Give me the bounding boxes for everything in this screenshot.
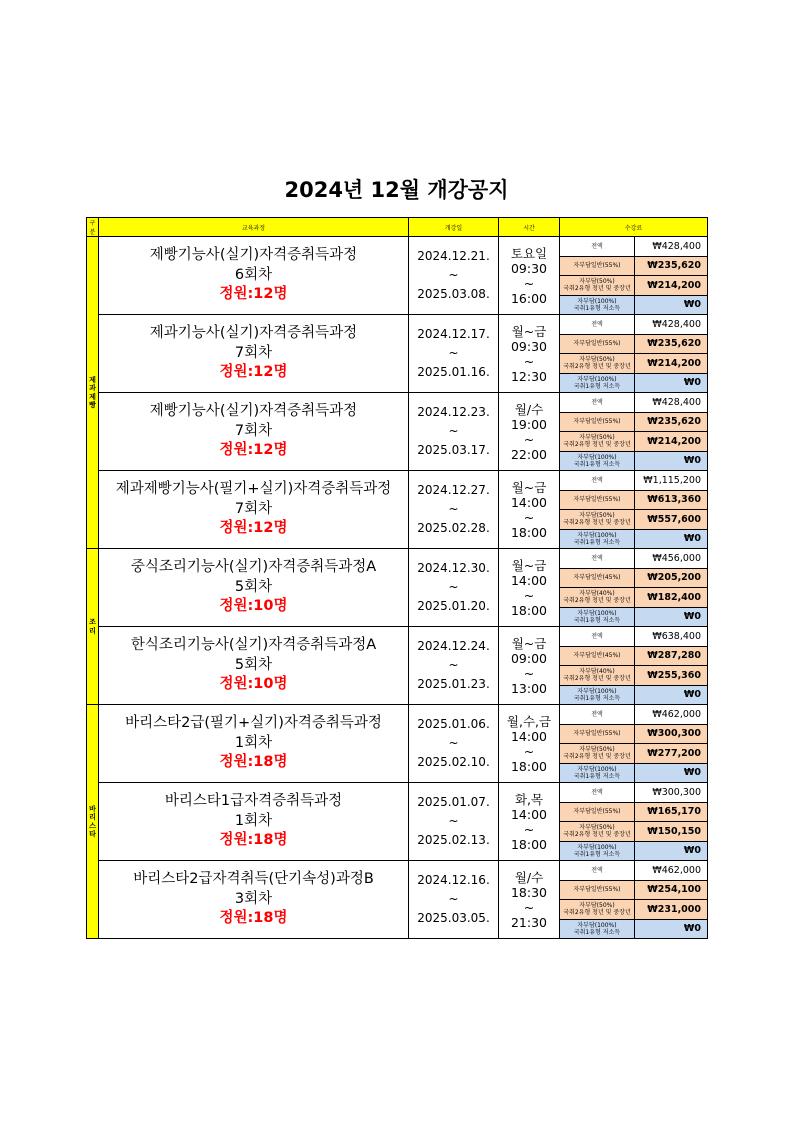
fee-label-text: 자부담일반(45%) (573, 652, 621, 660)
date-start: 2024.12.21. (417, 249, 490, 263)
course-row (87, 627, 708, 647)
fee-label (560, 705, 635, 725)
date-cell (409, 471, 499, 549)
date-start: 2024.12.30. (417, 561, 490, 575)
fee-label (560, 588, 635, 608)
header-fee: 수강료 (560, 218, 708, 237)
fee-amount: ₩182,400 (635, 588, 708, 608)
date-end: 2025.02.10. (417, 755, 490, 769)
fee-amount: ₩254,100 (635, 880, 708, 900)
fee-label (560, 432, 635, 452)
fee-label-text: 자부담(100%) 국취1유형 저소득 (573, 375, 621, 390)
time-cell (499, 315, 560, 393)
fee-amount: ₩300,300 (635, 724, 708, 744)
fee-label-text: 전액 (591, 320, 603, 328)
date-start: 2024.12.16. (417, 873, 490, 887)
fee-label (560, 763, 635, 783)
date-tilde: ~ (448, 658, 459, 672)
fee-amount: ₩214,200 (635, 354, 708, 374)
time-t-end: 12:30 (510, 368, 548, 384)
time-cell (499, 471, 560, 549)
date-tilde: ~ (448, 814, 459, 828)
time-days: 월/수 (514, 869, 544, 885)
date-end: 2025.01.23. (417, 677, 490, 691)
course-row (87, 471, 708, 491)
fee-label (560, 295, 635, 315)
fee-label-text: 자부담(100%) 국취1유형 저소득 (573, 453, 621, 468)
fee-label-text: 자부담(50%) 국취2유형 청년 및 중장년 (563, 746, 631, 761)
fee-label (560, 471, 635, 491)
fee-label (560, 783, 635, 803)
course-capacity: 정원:12명 (219, 442, 288, 459)
fee-label-text: 자부담(50%) 국취2유형 청년 및 중장년 (563, 824, 631, 839)
time-t-sep: ~ (523, 353, 535, 369)
time-cell (499, 705, 560, 783)
time-days: 월~금 (511, 557, 547, 573)
fee-amount: ₩0 (635, 841, 708, 861)
fee-label (560, 685, 635, 705)
fee-amount: ₩557,600 (635, 510, 708, 530)
fee-label-text: 자부담일반(55%) (573, 418, 621, 426)
time-t-start: 09:30 (510, 260, 548, 276)
date-start: 2024.12.23. (417, 405, 490, 419)
fee-label (560, 256, 635, 276)
course-cell (99, 549, 409, 627)
date-cell (409, 705, 499, 783)
fee-amount: ₩638,400 (635, 627, 708, 647)
fee-amount: ₩255,360 (635, 666, 708, 686)
date-start: 2024.12.27. (417, 483, 490, 497)
fee-label (560, 646, 635, 666)
fee-label-text: 전액 (591, 242, 603, 250)
time-t-start: 18:30 (510, 884, 548, 900)
fee-amount: ₩0 (635, 373, 708, 393)
time-days: 토요일 (510, 245, 548, 261)
date-tilde: ~ (448, 736, 459, 750)
fee-amount: ₩428,400 (635, 393, 708, 413)
time-cell (499, 549, 560, 627)
time-t-sep: ~ (523, 587, 535, 603)
fee-label (560, 822, 635, 842)
category-label: 조리 (87, 549, 99, 705)
fee-amount: ₩0 (635, 451, 708, 471)
course-cell (99, 471, 409, 549)
date-cell (409, 549, 499, 627)
fee-label (560, 510, 635, 530)
date-cell (409, 237, 499, 315)
header-start-date: 개강일 (409, 218, 499, 237)
fee-label-text: 자부담(100%) 국취1유형 저소득 (573, 531, 621, 546)
header-time: 시간 (499, 218, 560, 237)
fee-amount: ₩150,150 (635, 822, 708, 842)
fee-label-text: 자부담(50%) 국취2유형 청년 및 중장년 (563, 278, 631, 293)
date-start: 2025.01.07. (417, 795, 490, 809)
course-row (87, 315, 708, 335)
fee-label-text: 자부담일반(55%) (573, 340, 621, 348)
fee-label (560, 373, 635, 393)
header-course: 교육과정 (99, 218, 409, 237)
fee-amount: ₩287,280 (635, 646, 708, 666)
fee-amount: ₩428,400 (635, 315, 708, 335)
date-tilde: ~ (448, 268, 459, 282)
course-capacity: 정원:12명 (219, 520, 288, 537)
course-session: 7회차 (234, 344, 273, 361)
time-t-start: 14:00 (510, 572, 548, 588)
fee-amount: ₩1,115,200 (635, 471, 708, 491)
fee-label (560, 841, 635, 861)
fee-label (560, 490, 635, 510)
fee-amount: ₩214,200 (635, 276, 708, 296)
course-name: 제과제빵기능사(필기+실기)자격증취득과정 (115, 481, 392, 498)
date-end: 2025.02.13. (417, 833, 490, 847)
fee-label (560, 334, 635, 354)
fee-label-text: 전액 (591, 476, 603, 484)
date-cell (409, 861, 499, 939)
fee-label (560, 354, 635, 374)
fee-amount: ₩462,000 (635, 705, 708, 725)
fee-amount: ₩300,300 (635, 783, 708, 803)
course-cell (99, 627, 409, 705)
date-start: 2024.12.17. (417, 327, 490, 341)
course-name: 바리스타2급자격취득(단기속성)과정B (133, 871, 374, 888)
fee-label-text: 자부담(40%) 국취2유형 청년 및 중장년 (563, 590, 631, 605)
fee-amount: ₩214,200 (635, 432, 708, 452)
course-capacity: 정원:10명 (219, 676, 288, 693)
date-end: 2025.03.08. (417, 287, 490, 301)
course-session: 7회차 (234, 500, 273, 517)
fee-label-text: 전액 (591, 866, 603, 874)
course-capacity: 정원:18명 (219, 832, 288, 849)
fee-amount: ₩235,620 (635, 334, 708, 354)
course-name: 바리스타1급자격증취득과정 (164, 793, 343, 810)
fee-label (560, 627, 635, 647)
fee-label-text: 자부담(100%) 국취1유형 저소득 (573, 687, 621, 702)
time-t-end: 22:00 (510, 446, 548, 462)
course-session: 3회차 (234, 890, 273, 907)
time-t-end: 18:00 (510, 602, 548, 618)
time-t-start: 14:00 (510, 494, 548, 510)
time-days: 월~금 (511, 323, 547, 339)
course-schedule-table (86, 217, 708, 939)
fee-label-text: 전액 (591, 554, 603, 562)
course-capacity: 정원:12명 (219, 364, 288, 381)
time-t-end: 16:00 (510, 290, 548, 306)
time-t-sep: ~ (523, 431, 535, 447)
category-label: 바리스타 (87, 705, 99, 939)
fee-amount: ₩235,620 (635, 412, 708, 432)
course-row (87, 783, 708, 803)
course-capacity: 정원:18명 (219, 754, 288, 771)
time-t-end: 18:00 (510, 758, 548, 774)
time-t-end: 18:00 (510, 836, 548, 852)
fee-label-text: 전액 (591, 788, 603, 796)
fee-amount: ₩428,400 (635, 237, 708, 257)
course-row (87, 705, 708, 725)
fee-label-text: 자부담(100%) 국취1유형 저소득 (573, 765, 621, 780)
date-start: 2024.12.24. (417, 639, 490, 653)
fee-label (560, 237, 635, 257)
date-tilde: ~ (448, 892, 459, 906)
time-days: 월~금 (511, 479, 547, 495)
time-t-start: 14:00 (510, 806, 548, 822)
time-t-start: 09:30 (510, 338, 548, 354)
time-t-start: 19:00 (510, 416, 548, 432)
date-cell (409, 627, 499, 705)
fee-label-text: 자부담(40%) 국취2유형 청년 및 중장년 (563, 668, 631, 683)
time-days: 화,목 (514, 791, 544, 807)
time-cell (499, 627, 560, 705)
course-session: 5회차 (234, 656, 273, 673)
fee-amount: ₩0 (635, 607, 708, 627)
time-t-sep: ~ (523, 275, 535, 291)
course-capacity: 정원:12명 (219, 286, 288, 303)
fee-label-text: 자부담일반(55%) (573, 886, 621, 894)
fee-amount: ₩277,200 (635, 744, 708, 764)
fee-label-text: 자부담(100%) 국취1유형 저소득 (573, 609, 621, 624)
time-cell (499, 237, 560, 315)
fee-label-text: 자부담일반(55%) (573, 730, 621, 738)
time-days: 월/수 (514, 401, 544, 417)
date-start: 2025.01.06. (417, 717, 490, 731)
course-row (87, 393, 708, 413)
fee-label (560, 861, 635, 881)
fee-label (560, 412, 635, 432)
fee-amount: ₩165,170 (635, 802, 708, 822)
fee-label-text: 자부담(50%) 국취2유형 청년 및 중장년 (563, 902, 631, 917)
time-days: 월~금 (511, 635, 547, 651)
time-t-sep: ~ (523, 743, 535, 759)
fee-label (560, 549, 635, 569)
date-cell (409, 315, 499, 393)
time-t-sep: ~ (523, 509, 535, 525)
fee-label-text: 자부담(100%) 국취1유형 저소득 (573, 297, 621, 312)
fee-amount: ₩0 (635, 763, 708, 783)
course-name: 바리스타2급(필기+실기)자격증취득과정 (125, 715, 382, 732)
fee-amount: ₩235,620 (635, 256, 708, 276)
fee-label-text: 자부담일반(55%) (573, 808, 621, 816)
fee-label-text: 전액 (591, 632, 603, 640)
course-name: 중식조리기능사(실기)자격증취득과정A (130, 559, 377, 576)
time-cell (499, 861, 560, 939)
fee-label (560, 529, 635, 549)
course-session: 1회차 (234, 734, 273, 751)
time-t-sep: ~ (523, 899, 535, 915)
date-end: 2025.01.16. (417, 365, 490, 379)
course-capacity: 정원:10명 (219, 598, 288, 615)
course-cell (99, 861, 409, 939)
course-cell (99, 393, 409, 471)
course-capacity: 정원:18명 (219, 910, 288, 927)
course-cell (99, 783, 409, 861)
fee-label (560, 744, 635, 764)
course-session: 7회차 (234, 422, 273, 439)
header-category: 구분 (87, 218, 99, 237)
fee-label (560, 900, 635, 920)
fee-label (560, 607, 635, 627)
fee-label-text: 자부담일반(55%) (573, 262, 621, 270)
time-t-sep: ~ (523, 821, 535, 837)
date-end: 2025.01.20. (417, 599, 490, 613)
course-session: 1회차 (234, 812, 273, 829)
date-tilde: ~ (448, 502, 459, 516)
fee-label (560, 393, 635, 413)
date-tilde: ~ (448, 424, 459, 438)
fee-label-text: 전액 (591, 398, 603, 406)
fee-label (560, 276, 635, 296)
date-tilde: ~ (448, 580, 459, 594)
course-row (87, 549, 708, 569)
fee-label-text: 자부담일반(45%) (573, 574, 621, 582)
category-label: 제과제빵 (87, 237, 99, 549)
fee-amount: ₩462,000 (635, 861, 708, 881)
fee-label-text: 자부담(50%) 국취2유형 청년 및 중장년 (563, 356, 631, 371)
course-name: 제빵기능사(실기)자격증취득과정 (149, 247, 358, 264)
course-cell (99, 237, 409, 315)
fee-amount: ₩0 (635, 685, 708, 705)
date-end: 2025.02.28. (417, 521, 490, 535)
time-days: 월,수,금 (506, 713, 552, 729)
table-header-row (87, 218, 708, 237)
fee-label (560, 880, 635, 900)
course-session: 6회차 (234, 266, 273, 283)
time-cell (499, 783, 560, 861)
date-end: 2025.03.05. (417, 911, 490, 925)
fee-amount: ₩613,360 (635, 490, 708, 510)
date-cell (409, 783, 499, 861)
fee-amount: ₩0 (635, 529, 708, 549)
time-t-start: 14:00 (510, 728, 548, 744)
date-cell (409, 393, 499, 471)
fee-label (560, 315, 635, 335)
fee-label-text: 자부담(50%) 국취2유형 청년 및 중장년 (563, 512, 631, 527)
fee-label (560, 802, 635, 822)
fee-label (560, 724, 635, 744)
fee-amount: ₩205,200 (635, 568, 708, 588)
course-row (87, 237, 708, 257)
time-cell (499, 393, 560, 471)
time-t-sep: ~ (523, 665, 535, 681)
fee-label (560, 919, 635, 939)
fee-amount: ₩0 (635, 295, 708, 315)
course-name: 한식조리기능사(실기)자격증취득과정A (130, 637, 377, 654)
fee-amount: ₩456,000 (635, 549, 708, 569)
fee-label (560, 451, 635, 471)
course-cell (99, 705, 409, 783)
fee-label-text: 자부담(50%) 국취2유형 청년 및 중장년 (563, 434, 631, 449)
fee-label-text: 자부담(100%) 국취1유형 저소득 (573, 843, 621, 858)
course-session: 5회차 (234, 578, 273, 595)
fee-label (560, 568, 635, 588)
page-title: 2024년 12월 개강공지 (284, 178, 509, 202)
time-t-end: 13:00 (510, 680, 548, 696)
fee-label-text: 전액 (591, 710, 603, 718)
fee-amount: ₩231,000 (635, 900, 708, 920)
date-tilde: ~ (448, 346, 459, 360)
time-t-start: 09:00 (510, 650, 548, 666)
date-end: 2025.03.17. (417, 443, 490, 457)
time-t-end: 21:30 (510, 914, 548, 930)
course-row (87, 861, 708, 881)
course-name: 제빵기능사(실기)자격증취득과정 (149, 403, 358, 420)
course-cell (99, 315, 409, 393)
fee-label (560, 666, 635, 686)
fee-label-text: 자부담일반(55%) (573, 496, 621, 504)
fee-amount: ₩0 (635, 919, 708, 939)
course-name: 제과기능사(실기)자격증취득과정 (149, 325, 358, 342)
time-t-end: 18:00 (510, 524, 548, 540)
fee-label-text: 자부담(100%) 국취1유형 저소득 (573, 921, 621, 936)
